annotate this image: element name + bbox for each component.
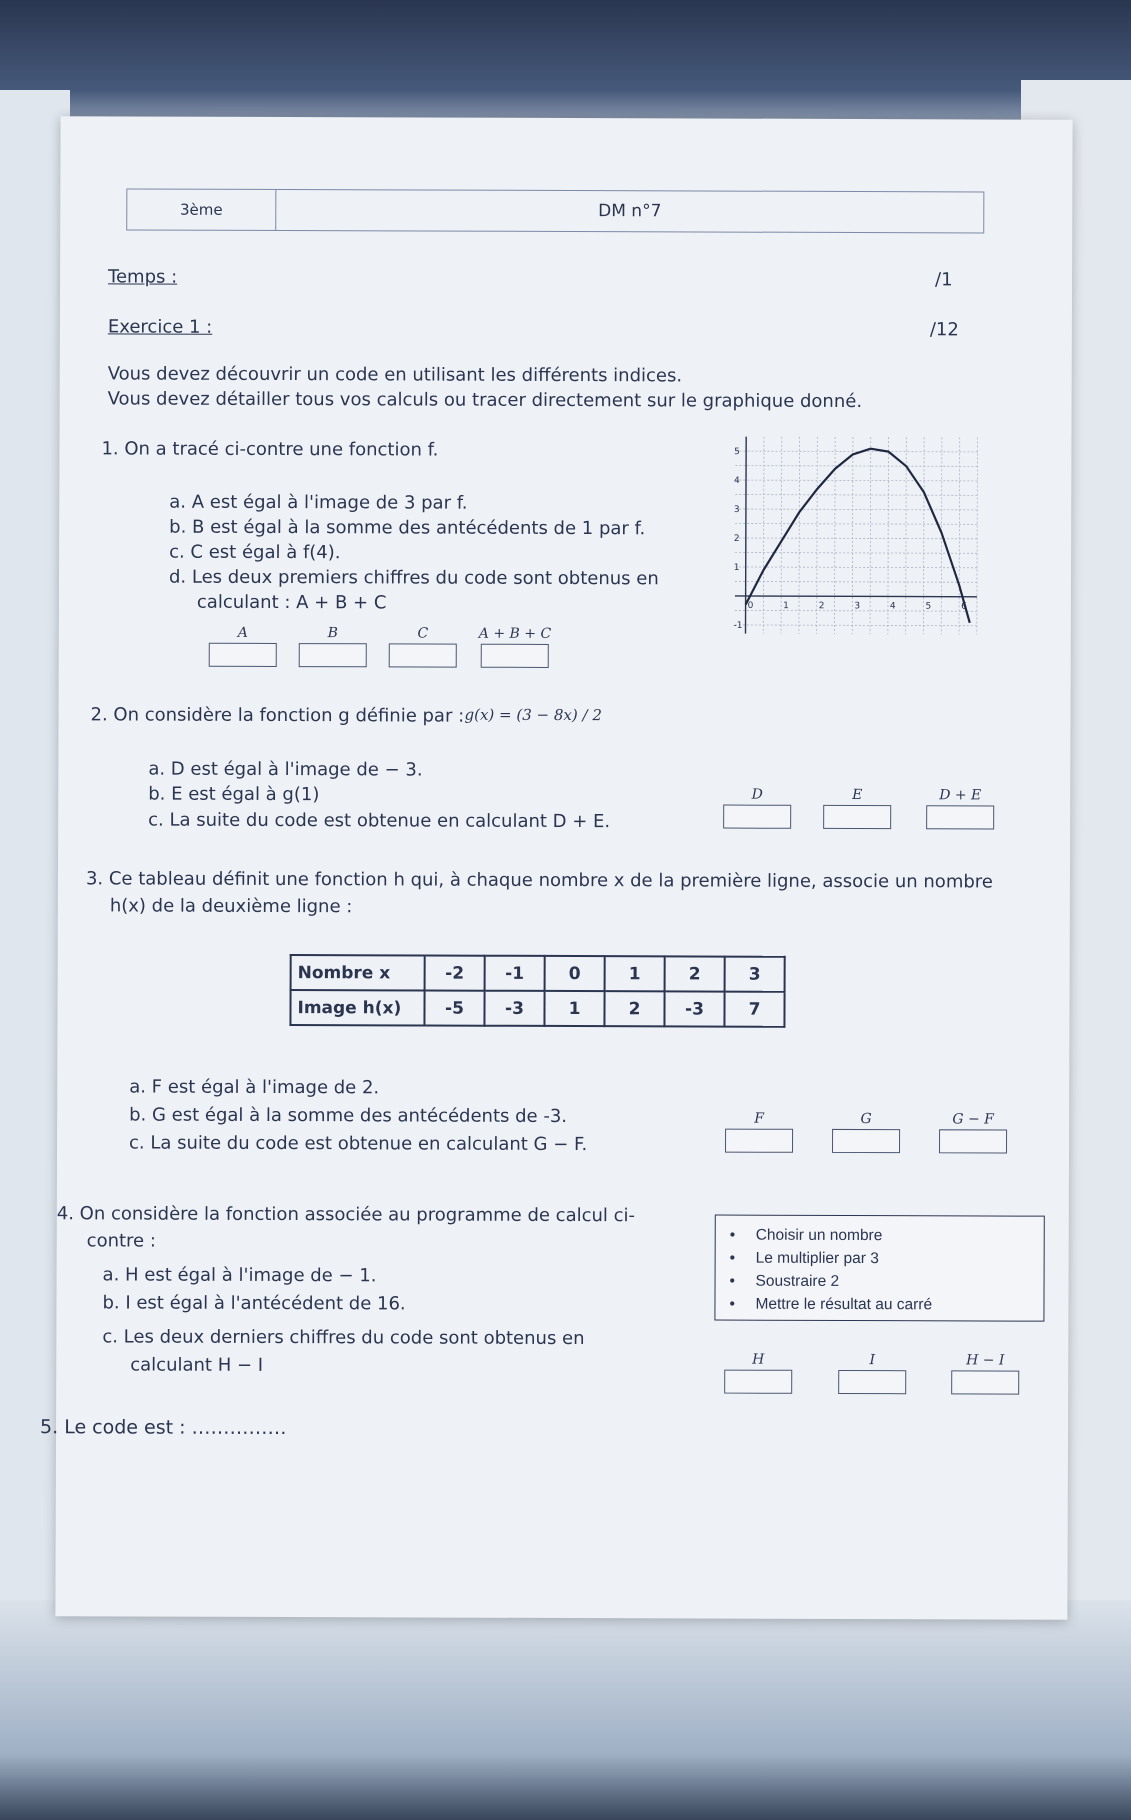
y-tick-label: 4	[734, 476, 740, 487]
table-header-cell: Image h(x)	[290, 990, 424, 1025]
q1-c: c. C est égal à f(4).	[169, 541, 341, 564]
x-tick-label: 6	[961, 601, 967, 612]
exercise-score: /12	[929, 319, 959, 341]
grid-line-vertical	[959, 437, 960, 634]
grid-line-vertical	[817, 437, 818, 634]
answer-box-label: D + E	[939, 787, 982, 804]
function-h-table	[289, 954, 785, 1028]
table-cell: 3	[725, 957, 785, 992]
answer-box-f[interactable]	[725, 1111, 793, 1153]
class-level: 3ème	[127, 189, 276, 230]
y-tick-label: 1	[733, 562, 740, 573]
q4-c-line1: c. Les deux derniers chiffres du code sont obtenus en	[102, 1326, 585, 1350]
answer-input[interactable]	[299, 643, 367, 667]
grid-line-vertical	[781, 437, 782, 634]
grid-line-vertical	[977, 437, 978, 634]
x-axis	[735, 596, 977, 597]
grid-line-vertical	[763, 437, 764, 634]
grid-line-horizontal	[735, 451, 977, 452]
answer-box-hi[interactable]	[951, 1352, 1019, 1394]
answer-box-label: D	[751, 786, 763, 803]
calculation-program-box	[714, 1215, 1044, 1322]
program-step: • Choisir un nombre	[756, 1224, 1044, 1248]
answer-box-i[interactable]	[838, 1352, 906, 1394]
table-cell: -2	[425, 956, 485, 991]
table-cell: 1	[605, 956, 665, 991]
answer-box-c[interactable]	[389, 625, 457, 667]
grid-line-vertical	[852, 437, 853, 634]
grid-line-horizontal	[735, 538, 977, 539]
q3-title-line1: 3. Ce tableau définit une fonction h qui, à chaque nombre x de la première ligne, associe un nombre	[85, 868, 993, 893]
answer-box-label: F	[754, 1110, 765, 1127]
grid-line-horizontal	[735, 495, 977, 496]
q1-d-line2: calculant : A + B + C	[196, 591, 387, 614]
answer-box-label: G − F	[952, 1111, 994, 1128]
q2-a: a. D est égal à l'image de − 3.	[148, 758, 423, 781]
q1-a: a. A est égal à l'image de 3 par f.	[169, 491, 468, 514]
grid-line-horizontal	[735, 581, 977, 582]
answer-box-label: A	[237, 624, 248, 641]
answer-box-g[interactable]	[832, 1111, 900, 1153]
answer-box-label: G	[860, 1111, 872, 1128]
q2-formula: g(x) = (3 − 8x) / 2	[464, 705, 602, 725]
q2-c: c. La suite du code est obtenue en calculant D + E.	[148, 809, 611, 833]
answer-box-de[interactable]	[926, 787, 994, 829]
table-cell: 1	[544, 991, 604, 1026]
table-cell: 2	[604, 991, 664, 1026]
grid-line-horizontal	[735, 625, 977, 626]
y-tick-label: 2	[733, 533, 740, 545]
answer-input[interactable]	[926, 805, 994, 829]
q3-b: b. G est égal à la somme des antécédents de -3.	[129, 1104, 568, 1128]
q1-b: b. B est égal à la somme des antécédents de 1 par f.	[169, 516, 646, 540]
x-tick-label: 0	[747, 600, 754, 611]
answer-input[interactable]	[823, 805, 891, 829]
q3-title-line2: h(x) de la deuxième ligne :	[109, 895, 353, 918]
answer-box-label: H	[752, 1351, 765, 1368]
table-cell: -5	[424, 991, 484, 1026]
answer-input[interactable]	[723, 805, 791, 829]
table-header-cell: Nombre x	[291, 955, 425, 990]
y-tick-label: 3	[733, 505, 740, 516]
intro-line-1: Vous devez découvrir un code en utilisant les différents indices.	[107, 363, 683, 387]
answer-input[interactable]	[832, 1129, 900, 1153]
answer-box-label: H − I	[966, 1352, 1005, 1369]
y-tick-label: 5	[734, 447, 740, 458]
grid-line-horizontal	[735, 567, 977, 568]
background-bottom	[0, 1600, 1131, 1820]
q1-d-line1: d. Les deux premiers chiffres du code sont obtenus en	[168, 566, 659, 590]
answer-box-label: C	[417, 625, 429, 642]
table-cell: -3	[484, 991, 544, 1026]
x-tick-label: 2	[818, 601, 825, 612]
x-tick-label: 3	[854, 601, 861, 612]
answer-box-d[interactable]	[723, 787, 791, 829]
header-table	[126, 188, 984, 233]
worksheet	[40, 116, 1072, 1620]
temps-score: /1	[935, 269, 953, 291]
intro-line-2: Vous devez détailler tous vos calculs ou tracer directement sur le graphique donné.	[107, 388, 863, 413]
function-f-graph	[717, 429, 986, 645]
grid-line-horizontal	[735, 466, 977, 467]
y-tick-label: -1	[733, 620, 743, 631]
table-cell: -3	[664, 991, 724, 1026]
assignment-title: DM n°7	[598, 201, 662, 222]
answer-box-label: A + B + C	[478, 625, 552, 642]
program-step: • Mettre le résultat au carré	[755, 1293, 1043, 1317]
q2-title: 2. On considère la fonction g définie par :	[90, 704, 465, 727]
table-row	[291, 955, 785, 992]
answer-input[interactable]	[389, 643, 457, 667]
table-cell: -1	[485, 956, 545, 991]
table-row	[290, 990, 784, 1027]
q3-a: a. F est égal à l'image de 2.	[129, 1076, 380, 1099]
answer-input[interactable]	[951, 1370, 1019, 1394]
answer-input[interactable]	[725, 1129, 793, 1153]
grid-line-vertical	[888, 437, 889, 634]
grid-line-vertical	[870, 437, 871, 634]
answer-box-label: B	[327, 625, 338, 642]
program-step: • Le multiplier par 3	[756, 1247, 1044, 1271]
q5-code-line[interactable]: 5. Le code est : ……………	[40, 1416, 287, 1440]
grid-line-horizontal	[735, 524, 977, 525]
q4-title-line1: 4. On considère la fonction associée au programme de calcul ci-	[56, 1203, 636, 1227]
grid-line-vertical	[923, 437, 924, 634]
table-cell: 2	[665, 956, 725, 991]
grid-line-vertical	[799, 437, 800, 634]
table-cell: 0	[545, 956, 605, 991]
answer-box-label: I	[869, 1352, 876, 1369]
grid-line-horizontal	[735, 480, 977, 481]
x-tick-label: 5	[925, 601, 932, 612]
answer-box-a[interactable]	[209, 625, 277, 667]
answer-input[interactable]	[724, 1370, 792, 1394]
temps-label: Temps :	[108, 266, 178, 288]
answer-box-h[interactable]	[724, 1352, 792, 1394]
answer-box-b[interactable]	[299, 625, 367, 667]
x-tick-label: 4	[889, 601, 896, 612]
answer-input[interactable]	[209, 643, 277, 667]
answer-input[interactable]	[481, 644, 549, 668]
answer-box-label: E	[852, 787, 863, 804]
answer-input[interactable]	[838, 1370, 906, 1394]
q4-b: b. I est égal à l'antécédent de 16.	[102, 1292, 406, 1315]
answer-box-e[interactable]	[823, 787, 891, 829]
q1-title: 1. On a tracé ci-contre une fonction f.	[101, 438, 439, 461]
grid-line-horizontal	[735, 509, 977, 510]
q4-c-line2: calculant H − I	[130, 1354, 264, 1376]
grid-line-horizontal	[735, 552, 977, 553]
exercise-label: Exercice 1 :	[107, 316, 213, 338]
q4-a: a. H est égal à l'image de − 1.	[102, 1264, 377, 1287]
grid-line-vertical	[834, 437, 835, 634]
program-steps	[715, 1224, 1043, 1317]
x-tick-label: 1	[783, 601, 789, 612]
program-step: • Soustraire 2	[756, 1270, 1044, 1294]
q4-title-line2: contre :	[86, 1230, 156, 1252]
q3-c: c. La suite du code est obtenue en calculant G − F.	[129, 1132, 588, 1156]
answer-box-gf[interactable]	[939, 1111, 1007, 1153]
answer-input[interactable]	[939, 1129, 1007, 1153]
table-cell: 7	[724, 992, 784, 1027]
answer-box-abc[interactable]	[479, 626, 552, 668]
q2-b: b. E est égal à g(1)	[148, 783, 320, 806]
